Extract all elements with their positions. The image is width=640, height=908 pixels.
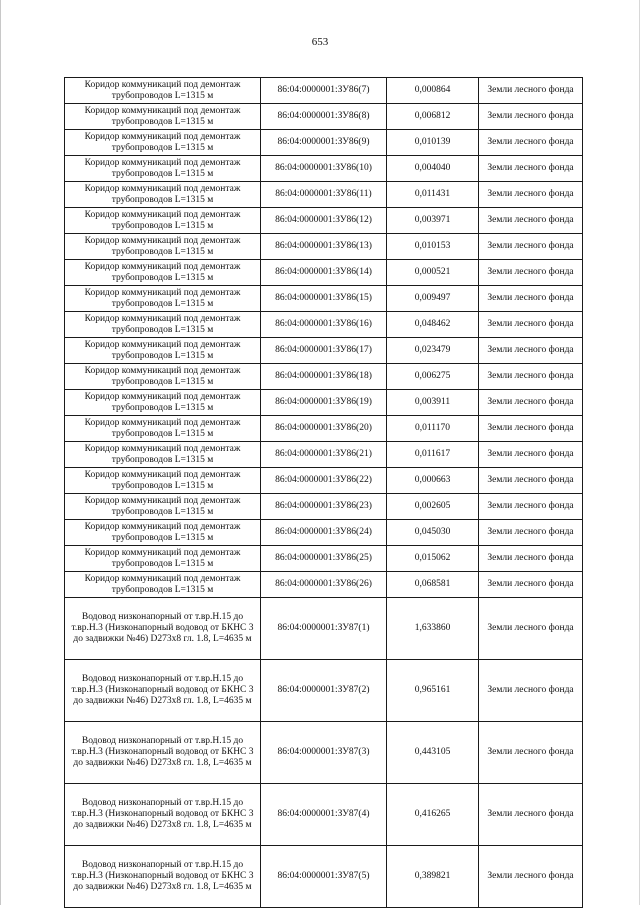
land-category-cell: Земли лесного фонда [479,156,583,182]
area-cell: 0,011170 [387,416,479,442]
table-body [65,78,583,908]
area-cell: 0,000864 [387,78,479,104]
area-cell: 0,009497 [387,286,479,312]
cadastral-number-cell: 86:04:0000001:ЗУ86(21) [261,442,387,468]
name-cell: Коридор коммуникаций под демонтаж трубопроводов L=1315 м [65,234,261,260]
land-category-cell: Земли лесного фонда [479,846,583,908]
table-row [65,208,583,234]
table-row [65,78,583,104]
name-cell: Коридор коммуникаций под демонтаж трубопроводов L=1315 м [65,130,261,156]
table-row [65,722,583,784]
cadastral-number-cell: 86:04:0000001:ЗУ86(18) [261,364,387,390]
area-cell: 0,004040 [387,156,479,182]
name-cell: Коридор коммуникаций под демонтаж трубопроводов L=1315 м [65,572,261,598]
name-cell: Коридор коммуникаций под демонтаж трубопроводов L=1315 м [65,182,261,208]
name-cell: Коридор коммуникаций под демонтаж трубопроводов L=1315 м [65,416,261,442]
cadastral-number-cell: 86:04:0000001:ЗУ86(14) [261,260,387,286]
name-cell: Коридор коммуникаций под демонтаж трубопроводов L=1315 м [65,546,261,572]
cadastral-number-cell: 86:04:0000001:ЗУ86(26) [261,572,387,598]
name-cell: Коридор коммуникаций под демонтаж трубопроводов L=1315 м [65,312,261,338]
land-category-cell: Земли лесного фонда [479,390,583,416]
land-category-cell: Земли лесного фонда [479,546,583,572]
land-category-cell: Земли лесного фонда [479,312,583,338]
table-row [65,364,583,390]
land-category-cell: Земли лесного фонда [479,572,583,598]
land-category-cell: Земли лесного фонда [479,442,583,468]
table-row [65,598,583,660]
table-row [65,546,583,572]
table-row [65,416,583,442]
table-row [65,660,583,722]
table-row [65,520,583,546]
name-cell: Коридор коммуникаций под демонтаж трубопроводов L=1315 м [65,104,261,130]
area-cell: 0,000663 [387,468,479,494]
land-category-cell: Земли лесного фонда [479,468,583,494]
area-cell: 0,003911 [387,390,479,416]
name-cell: Коридор коммуникаций под демонтаж трубопроводов L=1315 м [65,156,261,182]
cadastral-number-cell: 86:04:0000001:ЗУ87(4) [261,784,387,846]
area-cell: 0,416265 [387,784,479,846]
name-cell: Водовод низконапорный от т.вр.Н.15 до т.вр.Н.3 (Низконапорный водовод от БКНС 3 до задвижки №46) D273х8 гл. 1.8, L=4635 м [65,722,261,784]
land-category-cell: Земли лесного фонда [479,722,583,784]
area-cell: 0,000521 [387,260,479,286]
name-cell: Коридор коммуникаций под демонтаж трубопроводов L=1315 м [65,286,261,312]
area-cell: 0,389821 [387,846,479,908]
name-cell: Коридор коммуникаций под демонтаж трубопроводов L=1315 м [65,364,261,390]
table-row [65,234,583,260]
land-category-cell: Земли лесного фонда [479,784,583,846]
table-row [65,390,583,416]
table-row [65,156,583,182]
area-cell: 0,010139 [387,130,479,156]
area-cell: 0,045030 [387,520,479,546]
cadastral-number-cell: 86:04:0000001:ЗУ87(5) [261,846,387,908]
cadastral-number-cell: 86:04:0000001:ЗУ86(8) [261,104,387,130]
table-row [65,182,583,208]
name-cell: Коридор коммуникаций под демонтаж трубопроводов L=1315 м [65,338,261,364]
cadastral-number-cell: 86:04:0000001:ЗУ86(22) [261,468,387,494]
area-cell: 1,633860 [387,598,479,660]
table-row [65,130,583,156]
cadastral-number-cell: 86:04:0000001:ЗУ86(10) [261,156,387,182]
cadastral-number-cell: 86:04:0000001:ЗУ86(11) [261,182,387,208]
area-cell: 0,002605 [387,494,479,520]
table-row [65,468,583,494]
name-cell: Коридор коммуникаций под демонтаж трубопроводов L=1315 м [65,494,261,520]
area-cell: 0,010153 [387,234,479,260]
cadastral-number-cell: 86:04:0000001:ЗУ87(3) [261,722,387,784]
area-cell: 0,048462 [387,312,479,338]
cadastral-number-cell: 86:04:0000001:ЗУ86(19) [261,390,387,416]
table-row [65,846,583,908]
table-row [65,572,583,598]
cadastral-number-cell: 86:04:0000001:ЗУ86(23) [261,494,387,520]
cadastral-number-cell: 86:04:0000001:ЗУ86(20) [261,416,387,442]
land-category-cell: Земли лесного фонда [479,598,583,660]
land-category-cell: Земли лесного фонда [479,520,583,546]
land-category-cell: Земли лесного фонда [479,338,583,364]
table-row [65,338,583,364]
cadastral-number-cell: 86:04:0000001:ЗУ86(15) [261,286,387,312]
cadastral-number-cell: 86:04:0000001:ЗУ87(2) [261,660,387,722]
land-category-cell: Земли лесного фонда [479,208,583,234]
land-category-cell: Земли лесного фонда [479,364,583,390]
name-cell: Коридор коммуникаций под демонтаж трубопроводов L=1315 м [65,78,261,104]
name-cell: Коридор коммуникаций под демонтаж трубопроводов L=1315 м [65,442,261,468]
land-category-cell: Земли лесного фонда [479,416,583,442]
cadastral-number-cell: 86:04:0000001:ЗУ86(17) [261,338,387,364]
land-category-cell: Земли лесного фонда [479,182,583,208]
name-cell: Коридор коммуникаций под демонтаж трубопроводов L=1315 м [65,390,261,416]
land-category-cell: Земли лесного фонда [479,234,583,260]
area-cell: 0,006812 [387,104,479,130]
land-category-cell: Земли лесного фонда [479,104,583,130]
table-row [65,260,583,286]
land-category-cell: Земли лесного фонда [479,286,583,312]
cadastral-number-cell: 86:04:0000001:ЗУ86(9) [261,130,387,156]
land-category-cell: Земли лесного фонда [479,260,583,286]
name-cell: Водовод низконапорный от т.вр.Н.15 до т.вр.Н.3 (Низконапорный водовод от БКНС 3 до задвижки №46) D273х8 гл. 1.8, L=4635 м [65,660,261,722]
area-cell: 0,965161 [387,660,479,722]
name-cell: Коридор коммуникаций под демонтаж трубопроводов L=1315 м [65,520,261,546]
area-cell: 0,011431 [387,182,479,208]
page-number: 653 [311,36,329,48]
land-plots-table [64,77,583,908]
area-cell: 0,015062 [387,546,479,572]
area-cell: 0,068581 [387,572,479,598]
name-cell: Водовод низконапорный от т.вр.Н.15 до т.вр.Н.3 (Низконапорный водовод от БКНС 3 до задвижки №46) D273х8 гл. 1.8, L=4635 м [65,846,261,908]
name-cell: Водовод низконапорный от т.вр.Н.15 до т.вр.Н.3 (Низконапорный водовод от БКНС 3 до задвижки №46) D273х8 гл. 1.8, L=4635 м [65,598,261,660]
name-cell: Водовод низконапорный от т.вр.Н.15 до т.вр.Н.3 (Низконапорный водовод от БКНС 3 до задвижки №46) D273х8 гл. 1.8, L=4635 м [65,784,261,846]
land-category-cell: Земли лесного фонда [479,78,583,104]
name-cell: Коридор коммуникаций под демонтаж трубопроводов L=1315 м [65,260,261,286]
cadastral-number-cell: 86:04:0000001:ЗУ86(13) [261,234,387,260]
land-category-cell: Земли лесного фонда [479,494,583,520]
cadastral-number-cell: 86:04:0000001:ЗУ86(7) [261,78,387,104]
scan-edge-left [0,0,1,905]
area-cell: 0,443105 [387,722,479,784]
table-row [65,442,583,468]
cadastral-number-cell: 86:04:0000001:ЗУ86(12) [261,208,387,234]
table-row [65,104,583,130]
cadastral-number-cell: 86:04:0000001:ЗУ86(25) [261,546,387,572]
area-cell: 0,011617 [387,442,479,468]
cadastral-number-cell: 86:04:0000001:ЗУ87(1) [261,598,387,660]
land-category-cell: Земли лесного фонда [479,130,583,156]
table-row [65,286,583,312]
cadastral-number-cell: 86:04:0000001:ЗУ86(24) [261,520,387,546]
table-row [65,784,583,846]
land-category-cell: Земли лесного фонда [479,660,583,722]
area-cell: 0,003971 [387,208,479,234]
cadastral-number-cell: 86:04:0000001:ЗУ86(16) [261,312,387,338]
name-cell: Коридор коммуникаций под демонтаж трубопроводов L=1315 м [65,208,261,234]
table-row [65,312,583,338]
table-row [65,494,583,520]
area-cell: 0,023479 [387,338,479,364]
area-cell: 0,006275 [387,364,479,390]
name-cell: Коридор коммуникаций под демонтаж трубопроводов L=1315 м [65,468,261,494]
